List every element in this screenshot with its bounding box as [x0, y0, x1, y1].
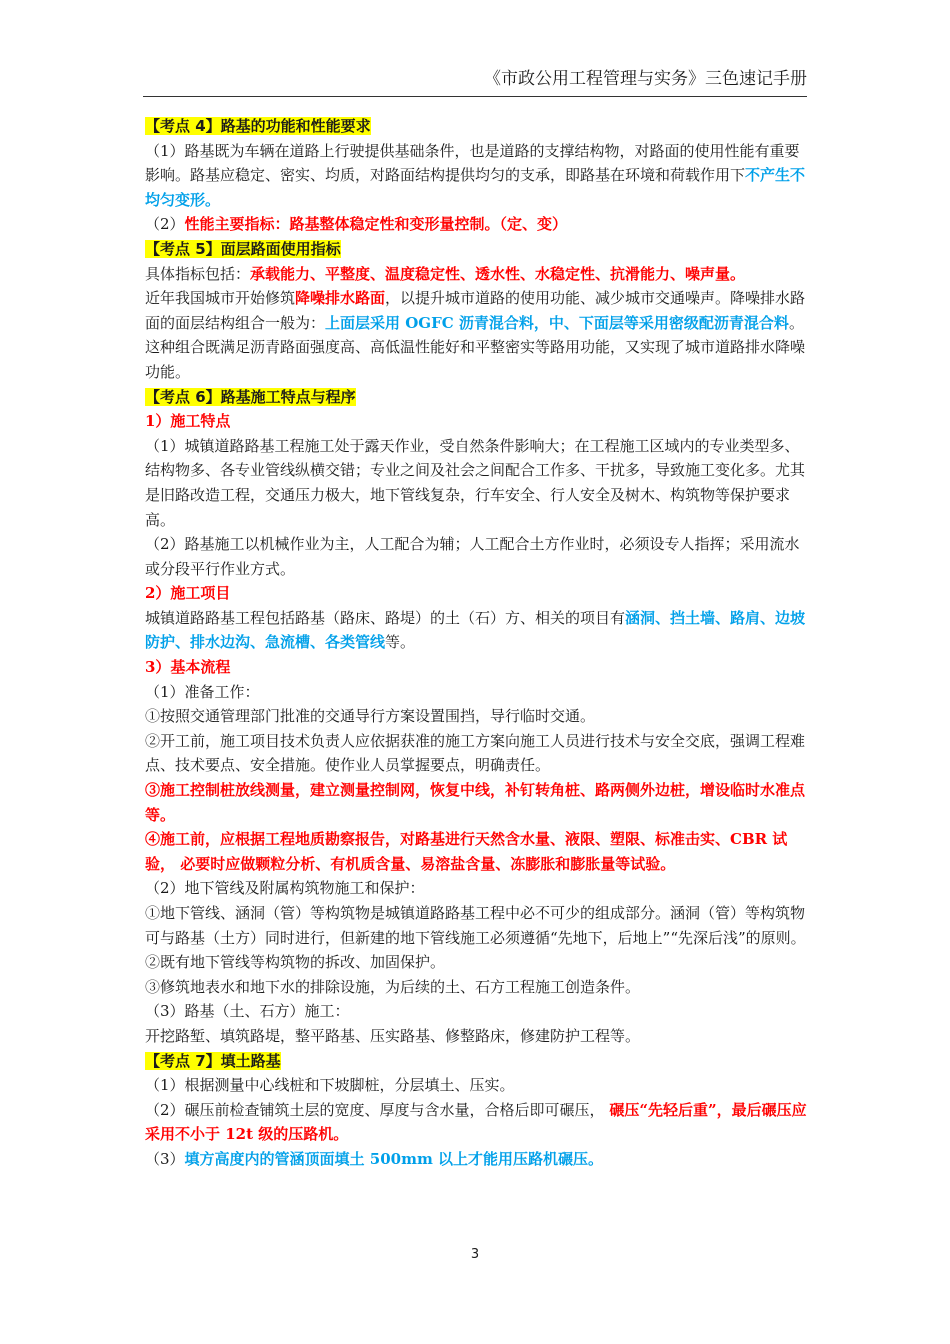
section-heading-k6: 【考点 6】路基施工特点与程序 [145, 387, 356, 406]
paragraph: 开挖路堑、填筑路堤，整平路基、压实路基、修整路床，修建防护工程等。 [145, 1026, 641, 1045]
subheading: 1）施工特点 [145, 412, 231, 431]
paragraph: （2）性能主要指标：路基整体稳定性和变形量控制。（定、变） [145, 215, 568, 234]
section-heading-k7: 【考点 7】填土路基 [145, 1051, 281, 1070]
subheading: 2）施工项目 [145, 584, 231, 603]
header-rule [143, 96, 807, 97]
paragraph: 具体指标包括：承载能力、平整度、温度稳定性、透水性、水稳定性、抗滑能力、噪声量。 [145, 264, 746, 283]
document-header: 《市政公用工程管理与实务》三色速记手册 [484, 69, 807, 89]
paragraph: ①按照交通管理部门批准的交通导行方案设置围挡，导行临时交通。 [145, 707, 596, 726]
paragraph: （2）地下管线及附属构筑物施工和保护： [145, 879, 425, 898]
paragraph: （3）路基（土、石方）施工： [145, 1002, 350, 1021]
paragraph: （1）城镇道路路基工程施工处于露天作业，受自然条件影响大；在工程施工区域内的专业类型多、结构物多、各专业管线纵横交错；专业之间及社会之间配合工作多、干扰多，导致施工变化多。尤其是旧路改造工程，交通压力极大，地下管线复杂，行车安全、行人安全及树木、构筑物等保护要求高。 [145, 436, 806, 529]
paragraph: （1）准备工作： [145, 682, 260, 701]
paragraph: （2）路基施工以机械作业为主，人工配合为辅；人工配合土方作业时，必须设专人指挥；采用流水或分段平行作业方式。 [145, 535, 800, 578]
paragraph: ④施工前，应根据工程地质勘察报告，对路基进行天然含水量、液限、塑限、标准击实、CBR 试验， 必要时应做颗粒分析、有机质含量、易溶盐含量、冻膨胀和膨胀量等试验。 [145, 830, 788, 873]
section-heading-k4: 【考点 4】路基的功能和性能要求 [145, 117, 371, 135]
paragraph: 城镇道路路基工程包括路基（路床、路堤）的土（石）方、相关的项目有涵洞、挡土墙、路肩、边坡防护、排水边沟、急流槽、各类管线等。 [145, 608, 806, 652]
paragraph: ③修筑地表水和地下水的排除设施，为后续的土、石方工程施工创造条件。 [145, 977, 641, 996]
paragraph: ③施工控制桩放线测量，建立测量控制网，恢复中线，补钉转角桩、路两侧外边桩，增设临时水准点等。 [145, 781, 806, 824]
section-heading-k5: 【考点 5】面层路面使用指标 [145, 239, 341, 258]
document-body [145, 114, 807, 1172]
paragraph: 近年我国城市开始修筑降噪排水路面，以提升城市道路的使用功能、减少城市交通噪声。降噪排水路面的面层结构组合一般为：上面层采用 OGFC 沥青混合料，中、下面层等采用密级配沥青混合料。这种组合既满足沥青路面强度高、高低温性能好和平整密实等路用功能，又实现了城市道路排水降噪功能。 [145, 289, 806, 381]
paragraph: （1）路基既为车辆在道路上行驶提供基础条件，也是道路的支撑结构物，对路面的使用性能有重要影响。路基应稳定、密实、均质，对路面结构提供均匀的支承，即路基在环境和荷载作用下不产生不均匀变形。 [145, 141, 806, 209]
paragraph: ①地下管线、涵洞（管）等构筑物是城镇道路路基工程中必不可少的组成部分。涵洞（管）等构筑物可与路基（土方）同时进行，但新建的地下管线施工必须遵循“先地下，后地上”“先深后浅”的原则。 [145, 904, 806, 947]
paragraph: ②开工前，施工项目技术负责人应依据获准的施工方案向施工人员进行技术与安全交底，强调工程难点、技术要点、安全措施。使作业人员掌握要点，明确责任。 [145, 731, 806, 775]
paragraph: （3）填方高度内的管涵顶面填土 500mm 以上才能用压路机碾压。 [145, 1149, 604, 1168]
subheading: 3）基本流程 [145, 658, 231, 677]
paragraph: （2）碾压前检查铺筑土层的宽度、厚度与含水量，合格后即可碾压， 碾压“先轻后重”，最后碾压应采用不小于 12t 级的压路机。 [145, 1100, 807, 1144]
paragraph: （1）根据测量中心线桩和下坡脚桩，分层填土、压实。 [145, 1076, 515, 1095]
page-number: 3 [470, 1247, 480, 1262]
paragraph: ②既有地下管线等构筑物的拆改、加固保护。 [145, 953, 446, 972]
